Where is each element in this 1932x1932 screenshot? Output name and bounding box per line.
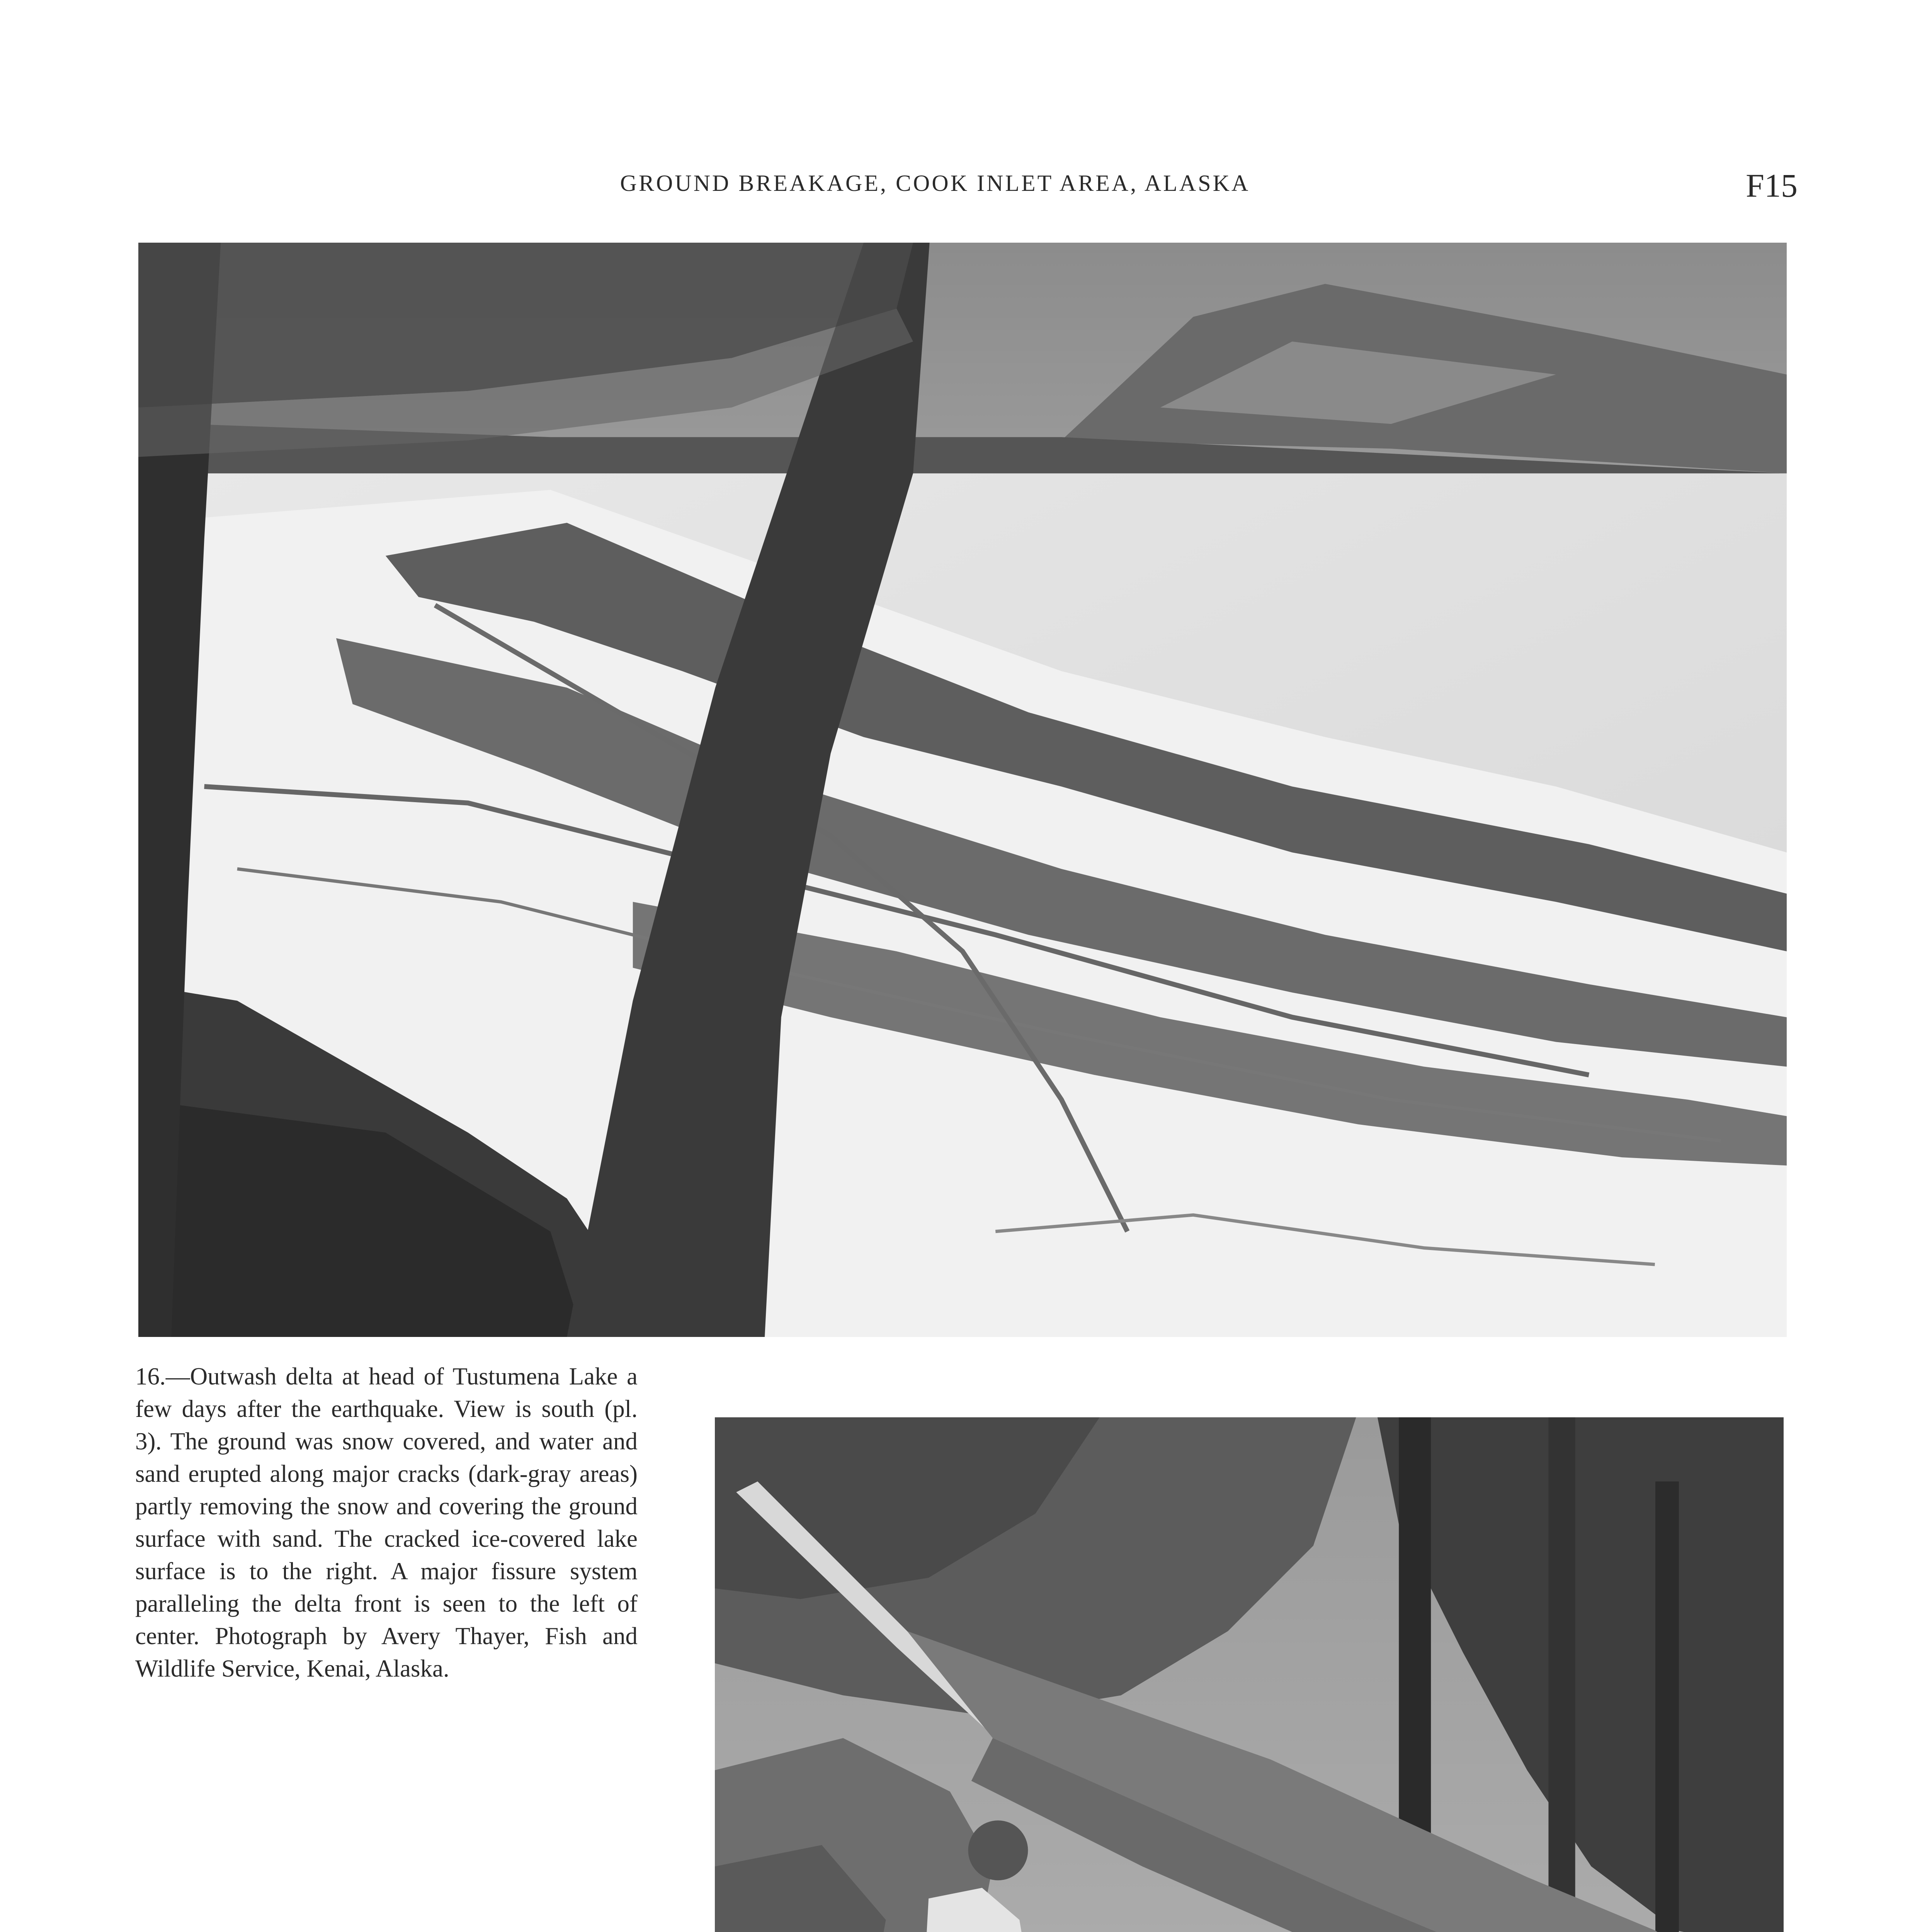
page-number: F15	[1746, 167, 1798, 204]
figure-16-caption: 16.—Outwash delta at head of Tustumena Lake a few days after the earthquake. View is south (pl. 3). The ground was snow covered, and water and sand erupted along major cracks (dark-gray areas) partly removing the snow and covering the ground surface with sand. The cracked ice-covered lake surface is to the right. A major fissure system paralleling the delta front is seen to the left of center. Photograph by Avery Thayer, Fish and Wildlife Service, Kenai, Alaska.	[135, 1363, 638, 1682]
page-header-title: GROUND BREAKAGE, COOK INLET AREA, ALASKA	[620, 170, 1250, 196]
figure-17-photo	[715, 1417, 1784, 1932]
figure-16-photo	[138, 243, 1787, 1337]
forest-crack-photo	[715, 1417, 1784, 1932]
aerial-delta-photo	[138, 243, 1787, 1337]
